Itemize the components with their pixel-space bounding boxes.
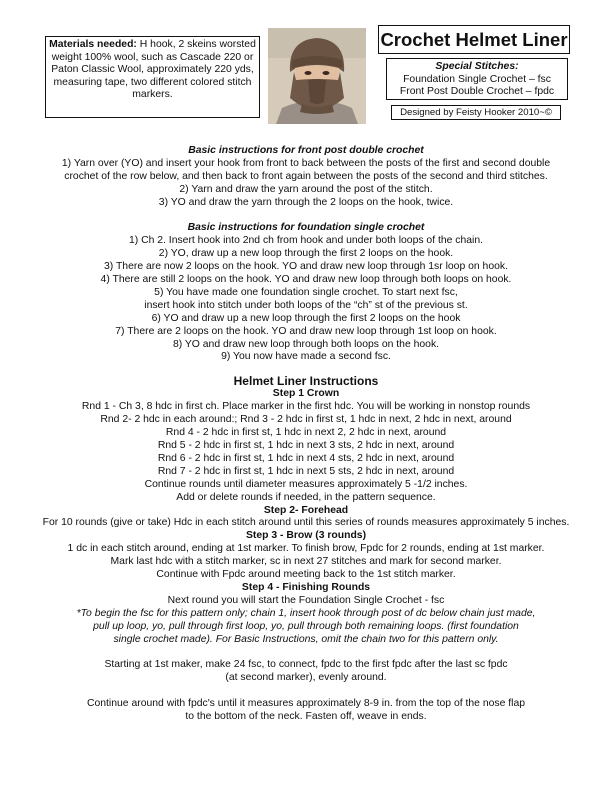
materials-text: H hook, 2 skeins worsted weight 100% wool, such as Cascade 220 or Paton Classic Wool, approximately 220 yds, measuring tape, two different colored stitch markers.: [51, 39, 256, 101]
instructions-body: [0, 145, 612, 724]
designer-credit-box: [391, 105, 561, 120]
fsc-line: 1) Ch 2. Insert hook into 2nd ch from hook and under both loops of the chain.: [128, 235, 484, 247]
fsc-line: 2) YO, draw up a new loop through the first 2 loops on the hook.: [158, 248, 454, 260]
materials-label: Materials needed:: [49, 39, 137, 50]
step4-para1-line: Starting at 1st maker, make 24 fsc, to connect, fpdc to the first fpdc after the last sc fpdc: [104, 659, 508, 671]
boy-in-helmet-liner-photo: [268, 28, 366, 124]
title-box: [378, 25, 570, 54]
step1-line: Rnd 4 - 2 hdc in first st, 1 hdc in next 2, 2 hdc in next, around: [165, 427, 447, 439]
fpdc-line: 2) Yarn and draw the yarn around the post of the stitch.: [179, 183, 433, 195]
step4-para2-line: to the bottom of the neck. Fasten off, weave in ends.: [185, 711, 427, 723]
step1-line: Continue rounds until diameter measures approximately 5 -1/2 inches.: [144, 478, 468, 490]
step4-para1-line: (at second marker), evenly around.: [225, 672, 387, 684]
special-stitch-item: Foundation Single Crochet – fsc: [403, 73, 551, 85]
step1-line: Add or delete rounds if needed, in the pattern sequence.: [176, 491, 436, 503]
fsc-line: 3) There are now 2 loops on the hook. YO and draw new loop through 1sr loop on hook.: [104, 261, 508, 273]
materials-box: [45, 36, 260, 118]
step1-line: Rnd 6 - 2 hdc in first st, 1 hdc in next 4 sts, 2 hdc in next, around: [157, 452, 455, 464]
fsc-line: 7) There are 2 loops on the hook. YO and draw new loop through 1st loop on hook.: [115, 325, 497, 337]
step2-line: For 10 rounds (give or take) Hdc in each stitch around until this series of rounds measures approximately 5 inches.: [42, 517, 570, 529]
step3-line: 1 dc in each stitch around, ending at 1st marker. To finish brow, Fpdc for 2 rounds, ending at 1st marker.: [67, 543, 545, 555]
designer-credit: Designed by Feisty Hooker 2010~©: [400, 107, 552, 118]
fsc-line: 6) YO and draw up a new loop through the first 2 loops on the hook: [151, 312, 461, 324]
fsc-line: 8) YO and draw new loop through both loops on the hook.: [172, 338, 440, 350]
step1-line: Rnd 1 - Ch 3, 8 hdc in first ch. Place marker in the first hdc. You will be working in nonstop rounds: [81, 401, 531, 413]
step3-line: Continue with Fpdc around meeting back to the 1st stitch marker.: [156, 569, 456, 581]
step4-italic-line: *To begin the fsc for this pattern only; chain 1, insert hook through post of dc below chain just made,: [76, 607, 536, 619]
fpdc-line: 1) Yarn over (YO) and insert your hook from front to back between the posts of the first and second double: [61, 157, 551, 169]
fsc-line: 5) You have made one foundation single crochet. To start next fsc,: [154, 286, 458, 298]
step4-italic-line: pull up loop, yo, pull through first loop, yo, pull through both remaining loops. (first foundation: [93, 620, 519, 632]
page-title: Crochet Helmet Liner: [380, 29, 568, 50]
step1-line: Rnd 5 - 2 hdc in first st, 1 hdc in next 3 sts, 2 hdc in next, around: [157, 440, 455, 452]
helmet-heading: Helmet Liner Instructions: [233, 374, 379, 389]
step1-heading: Step 1 Crown: [272, 388, 340, 400]
step1-line: Rnd 7 - 2 hdc in first st, 1 hdc in next 5 sts, 2 hdc in next, around: [157, 465, 455, 477]
special-stitches-box: [386, 58, 568, 100]
fpdc-line: crochet of the row below, and then back to front again between the posts of the second and third stitches.: [64, 170, 548, 182]
step4-heading: Step 4 - Finishing Rounds: [241, 581, 371, 593]
step4-italic-line: single crochet made). For Basic Instructions, omit the chain two for this pattern only.: [113, 633, 499, 645]
special-stitch-item: Front Post Double Crochet – fpdc: [399, 86, 555, 97]
step4-line: Next round you will start the Foundation Single Crochet - fsc: [167, 594, 445, 606]
fsc-line: 4) There are still 2 loops on the hook. YO and draw new loop through both loops on hook.: [100, 274, 512, 286]
fsc-line: 9) You now have made a second fsc.: [221, 351, 391, 363]
fpdc-heading: Basic instructions for front post double crochet: [188, 145, 424, 156]
special-stitches-heading: Special Stitches:: [435, 61, 519, 72]
fsc-line: insert hook into stitch under both loops of the “ch” st of the previous st.: [144, 299, 468, 311]
fsc-heading: Basic instructions for foundation single crochet: [187, 222, 425, 234]
step2-heading: Step 2- Forehead: [263, 504, 349, 516]
step3-heading: Step 3 - Brow (3 rounds): [245, 530, 367, 542]
step1-line: Rnd 2- 2 hdc in each around:; Rnd 3 - 2 hdc in first st, 1 hdc in next, 2 hdc in next, around: [100, 414, 512, 426]
fpdc-line: 3) YO and draw the yarn through the 2 loops on the hook, twice.: [158, 196, 454, 208]
step3-line: Mark last hdc with a stitch marker, sc in next 27 stitches and mark for second marker.: [110, 556, 502, 568]
step4-para2-line: Continue around with fpdc's until it measures approximately 8-9 in. from the top of the nose flap: [86, 698, 526, 710]
